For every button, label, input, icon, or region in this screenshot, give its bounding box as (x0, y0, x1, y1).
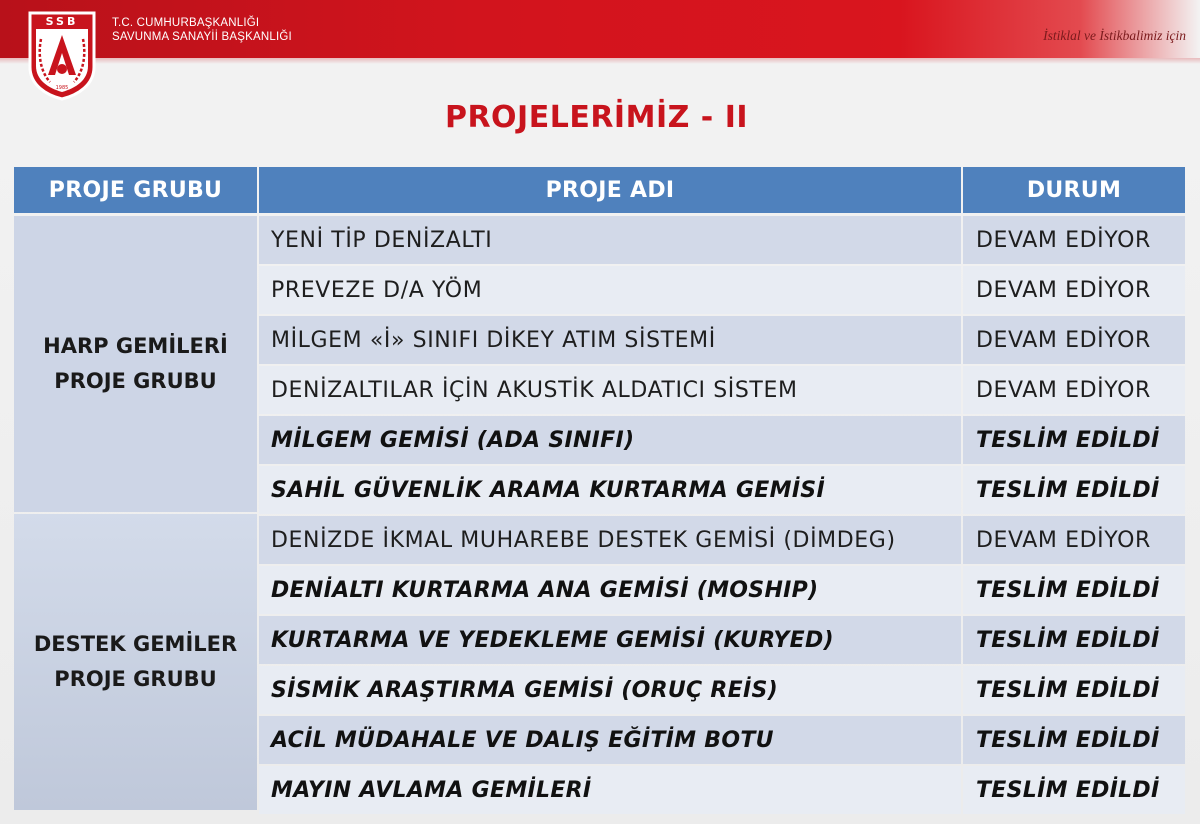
project-status-cell: DEVAM EDİYOR (963, 216, 1185, 264)
project-status-cell: TESLİM EDİLDİ (963, 466, 1185, 514)
header-shadow (0, 58, 1200, 64)
table-row (259, 216, 1185, 264)
column-header-name: PROJE ADI (259, 167, 961, 213)
table-row (259, 366, 1185, 414)
group-label-line1: DESTEK GEMİLER (33, 632, 238, 656)
project-name-cell: DENİALTI KURTARMA ANA GEMİSİ (MOSHIP) (259, 566, 961, 614)
project-name-cell: YENİ TİP DENİZALTI (259, 216, 961, 264)
project-name-cell: SAHİL GÜVENLİK ARAMA KURTARMA GEMİSİ (259, 466, 961, 514)
project-status-cell: DEVAM EDİYOR (963, 366, 1185, 414)
project-status-cell: TESLİM EDİLDİ (963, 616, 1185, 664)
table-row (259, 716, 1185, 764)
project-status-cell: TESLİM EDİLDİ (963, 666, 1185, 714)
group-cell-support-ships (14, 514, 257, 810)
org-name-line1: T.C. CUMHURBAŞKANLIĞI (112, 17, 260, 29)
project-status-cell: DEVAM EDİYOR (963, 516, 1185, 564)
motto: İstiklal ve İstikbalimiz için (1043, 28, 1186, 43)
projects-table (14, 167, 1185, 810)
project-name-cell: MİLGEM GEMİSİ (ADA SINIFI) (259, 416, 961, 464)
group-label-line1: HARP GEMİLERİ (43, 334, 228, 358)
table-row (259, 616, 1185, 664)
project-status-cell: TESLİM EDİLDİ (963, 716, 1185, 764)
group-label-line2: PROJE GRUBU (54, 667, 217, 691)
project-name-cell: KURTARMA VE YEDEKLEME GEMİSİ (KURYED) (259, 616, 961, 664)
project-status-cell: TESLİM EDİLDİ (963, 566, 1185, 614)
group-label-line2: PROJE GRUBU (54, 369, 217, 393)
project-name-cell: ACİL MÜDAHALE VE DALIŞ EĞİTİM BOTU (259, 716, 961, 764)
group-cell-warships (14, 216, 257, 512)
project-name-cell: PREVEZE D/A YÖM (259, 266, 961, 314)
organization-name (112, 16, 292, 44)
table-row (259, 766, 1185, 814)
table-row (259, 666, 1185, 714)
project-name-cell: DENİZDE İKMAL MUHAREBE DESTEK GEMİSİ (DİMDEG) (259, 516, 961, 564)
project-name-cell: MİLGEM «İ» SINIFI DİKEY ATIM SİSTEMİ (259, 316, 961, 364)
project-name-cell: SİSMİK ARAŞTIRMA GEMİSİ (ORUÇ REİS) (259, 666, 961, 714)
table-row (259, 416, 1185, 464)
org-name-line2: SAVUNMA SANAYİİ BAŞKANLIĞI (112, 31, 292, 43)
project-status-cell: DEVAM EDİYOR (963, 316, 1185, 364)
table-row (259, 466, 1185, 514)
table-row (259, 266, 1185, 314)
logo-year: 1985 (55, 85, 69, 91)
ssb-logo (26, 9, 98, 101)
column-header-status: DURUM (963, 167, 1185, 213)
project-status-cell: TESLİM EDİLDİ (963, 766, 1185, 814)
project-name-cell: DENİZALTILAR İÇİN AKUSTİK ALDATICI SİSTEM (259, 366, 961, 414)
project-status-cell: TESLİM EDİLDİ (963, 416, 1185, 464)
logo-lettering: SSB (45, 15, 79, 28)
project-status-cell: DEVAM EDİYOR (963, 266, 1185, 314)
project-name-cell: MAYIN AVLAMA GEMİLERİ (259, 766, 961, 814)
table-row (259, 516, 1185, 564)
table-row (259, 566, 1185, 614)
page-title: PROJELERİMİZ - II (444, 100, 749, 135)
table-row (259, 316, 1185, 364)
column-header-group: PROJE GRUBU (14, 167, 257, 213)
